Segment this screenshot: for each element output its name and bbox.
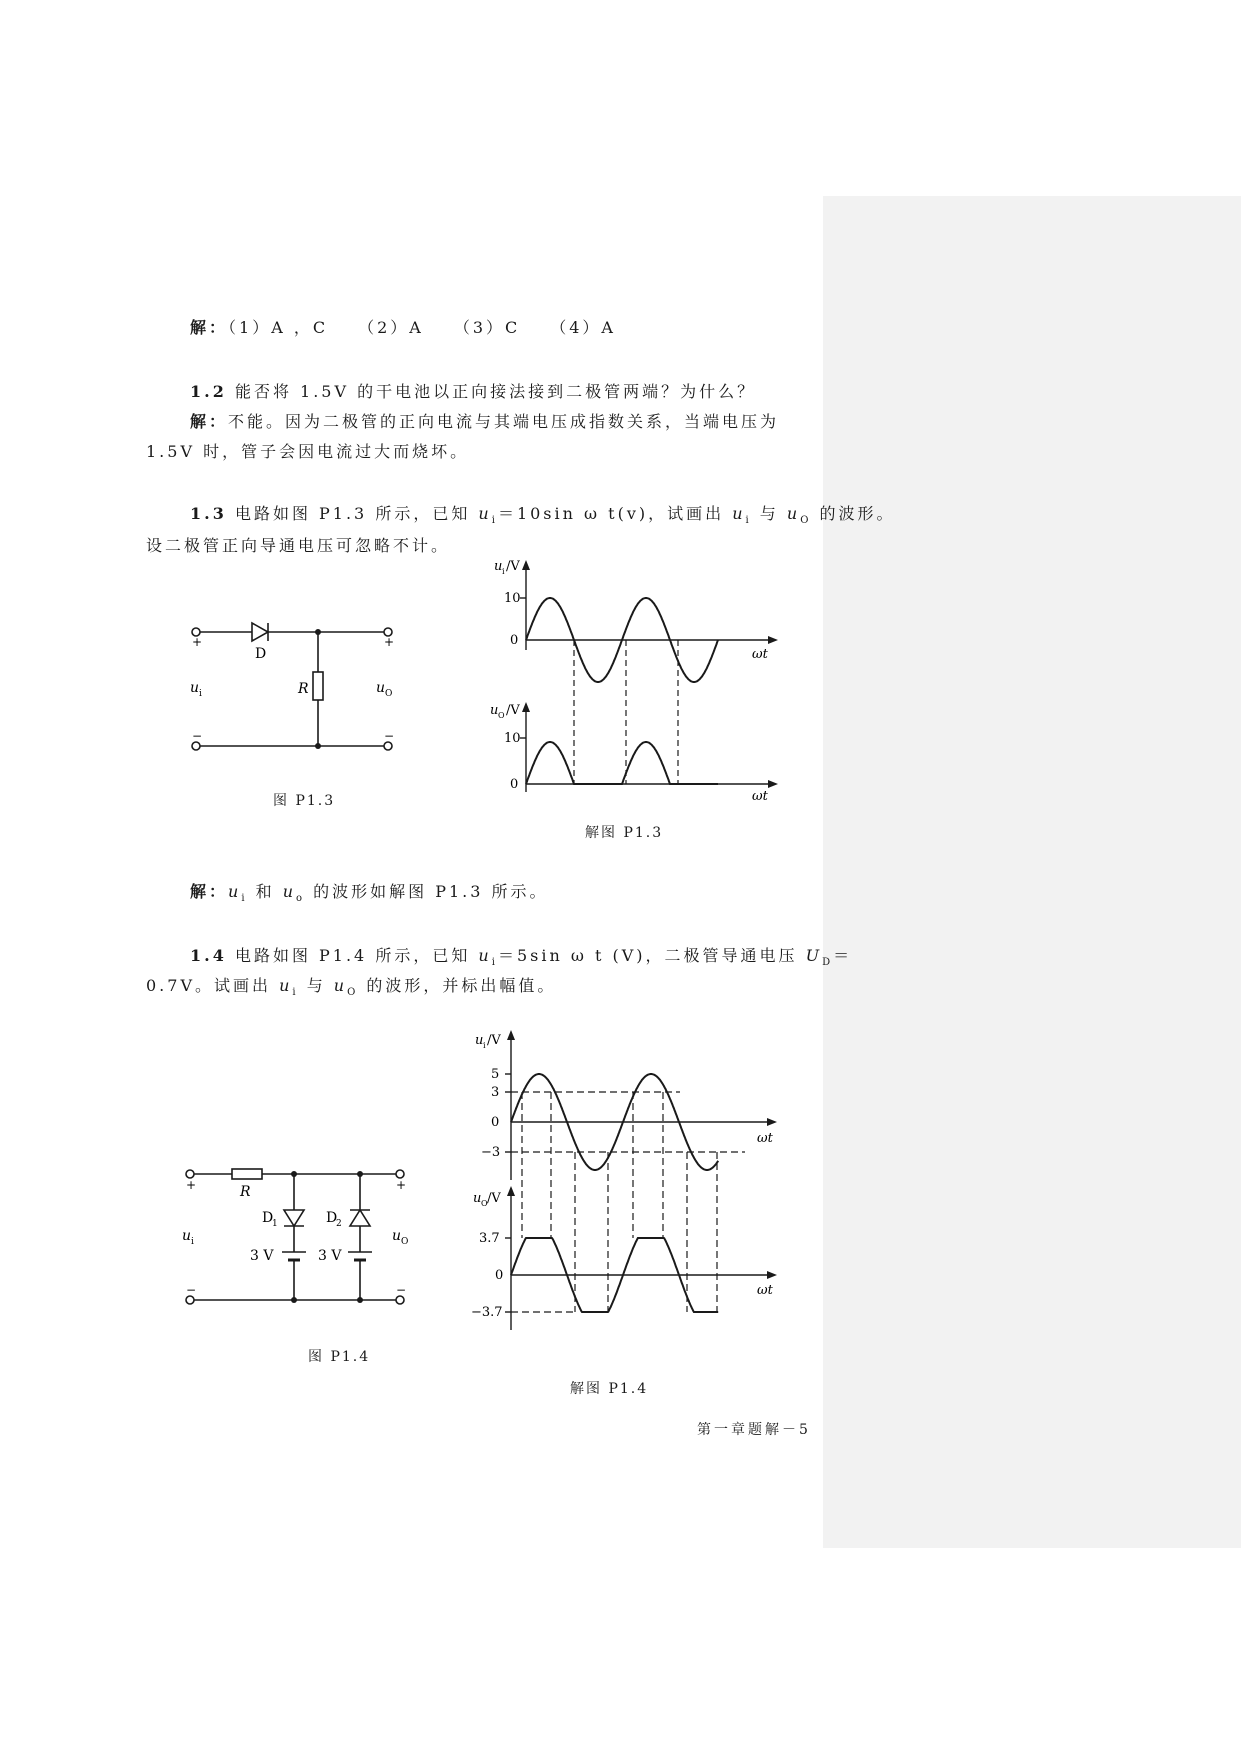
svg-text:O: O: [498, 711, 505, 720]
svg-text:+: +: [396, 1178, 407, 1192]
caption-p1-4: 图 P1.4: [308, 1349, 371, 1365]
svg-text:2: 2: [336, 1219, 342, 1229]
svg-text:i: i: [483, 1041, 486, 1050]
svg-text:−3: −3: [481, 1145, 501, 1160]
question-1-2: 1.2 能否将 1.5V 的干电池以正向接法接到二极管两端？为什么？: [190, 382, 757, 401]
svg-text:i: i: [502, 567, 505, 576]
resistor-label: R: [298, 681, 309, 697]
output-label: u: [376, 680, 386, 696]
battery2-label: 3 V: [318, 1248, 342, 1264]
svg-text:ωt: ωt: [757, 1131, 773, 1146]
d1-label: D: [262, 1210, 274, 1226]
svg-text:ωt: ωt: [757, 1283, 773, 1298]
input-sub: i: [199, 689, 202, 699]
page-footer: 第一章题解－5: [697, 1422, 811, 1438]
waveform-p1-4: [465, 1030, 785, 1330]
answer-1-2-line2: 1.5V 时，管子会因电流过大而烧坏。: [146, 442, 470, 461]
minus-out: −: [384, 729, 395, 743]
svg-text:−3.7: −3.7: [471, 1305, 503, 1320]
svg-text:O: O: [401, 1237, 409, 1247]
circuit-p1-4: [176, 1160, 416, 1310]
svg-text:O: O: [481, 1199, 488, 1208]
ui-tick-0: 0: [510, 633, 519, 648]
circuit-p1-3: [180, 610, 410, 760]
svg-text:0: 0: [495, 1268, 504, 1283]
svg-text:/V: /V: [506, 703, 520, 718]
side-panel: [823, 196, 1241, 1548]
question-1-3-line2: 设二极管正向导通电压可忽略不计。: [146, 536, 451, 555]
battery1-label: 3 V: [250, 1248, 274, 1264]
uo-tick-0: 0: [510, 777, 519, 792]
svg-text:0: 0: [491, 1115, 500, 1130]
uo-axis-label: u: [490, 703, 499, 718]
answer-1-2-line1: 解：不能。因为二极管的正向电流与其端电压成指数关系，当端电压为: [190, 412, 780, 431]
caption-solution-p1-4: 解图 P1.4: [570, 1381, 649, 1397]
caption-solution-p1-3: 解图 P1.3: [585, 825, 664, 841]
svg-text:/V: /V: [487, 1033, 501, 1048]
ui-tick-10: 10: [504, 591, 521, 606]
resistor-label: R: [240, 1184, 251, 1200]
svg-text:u: u: [392, 1228, 402, 1244]
ui-axis-label: u: [494, 560, 503, 574]
caption-p1-3: 图 P1.3: [273, 793, 336, 809]
question-1-4-line2: 0.7V。试画出 $u_i$ 与 $u_O$ 的波形，并标出幅值。: [146, 976, 557, 999]
svg-text:u: u: [473, 1191, 482, 1206]
svg-text:/V: /V: [487, 1191, 501, 1206]
output-sub: O: [385, 689, 393, 699]
plus-out: +: [384, 635, 395, 649]
svg-text:−: −: [186, 1283, 197, 1297]
svg-text:i: i: [191, 1237, 194, 1247]
uo-tick-10: 10: [504, 731, 521, 746]
waveform-p1-3: [480, 560, 780, 800]
plus-in: +: [192, 635, 203, 649]
svg-text:+: +: [186, 1178, 197, 1192]
svg-text:/V: /V: [506, 560, 520, 574]
minus-in: −: [192, 729, 203, 743]
diode-label: D: [255, 646, 267, 662]
question-1-3: 1.3 电路如图 P1.3 所示，已知 $u_i=10\sin$ ω t(v)，试画出 $u_i$ 与 $u_O$ 的波形。: [190, 504, 896, 527]
x-label-2: ωt: [752, 789, 768, 800]
answer-1-3: 解：$u_i$ 和 $u_o$ 的波形如解图 P1.3 所示。: [190, 882, 549, 905]
x-label-1: ωt: [752, 647, 768, 662]
svg-text:5: 5: [491, 1067, 500, 1082]
svg-text:u: u: [475, 1033, 484, 1048]
d2-label: D: [326, 1210, 338, 1226]
svg-text:3.7: 3.7: [479, 1231, 500, 1246]
answer-1-1: 解：（1）A ，C （2）A （3）C （4）A: [190, 318, 616, 337]
svg-text:3: 3: [491, 1085, 500, 1100]
question-1-4: 1.4 电路如图 P1.4 所示，已知 $u_i=5\sin$ ω t (V)，二极管导通电压 $U_D=$: [190, 946, 853, 969]
svg-text:1: 1: [272, 1219, 278, 1229]
input-label: u: [190, 680, 200, 696]
svg-text:u: u: [182, 1228, 192, 1244]
svg-text:−: −: [396, 1283, 407, 1297]
